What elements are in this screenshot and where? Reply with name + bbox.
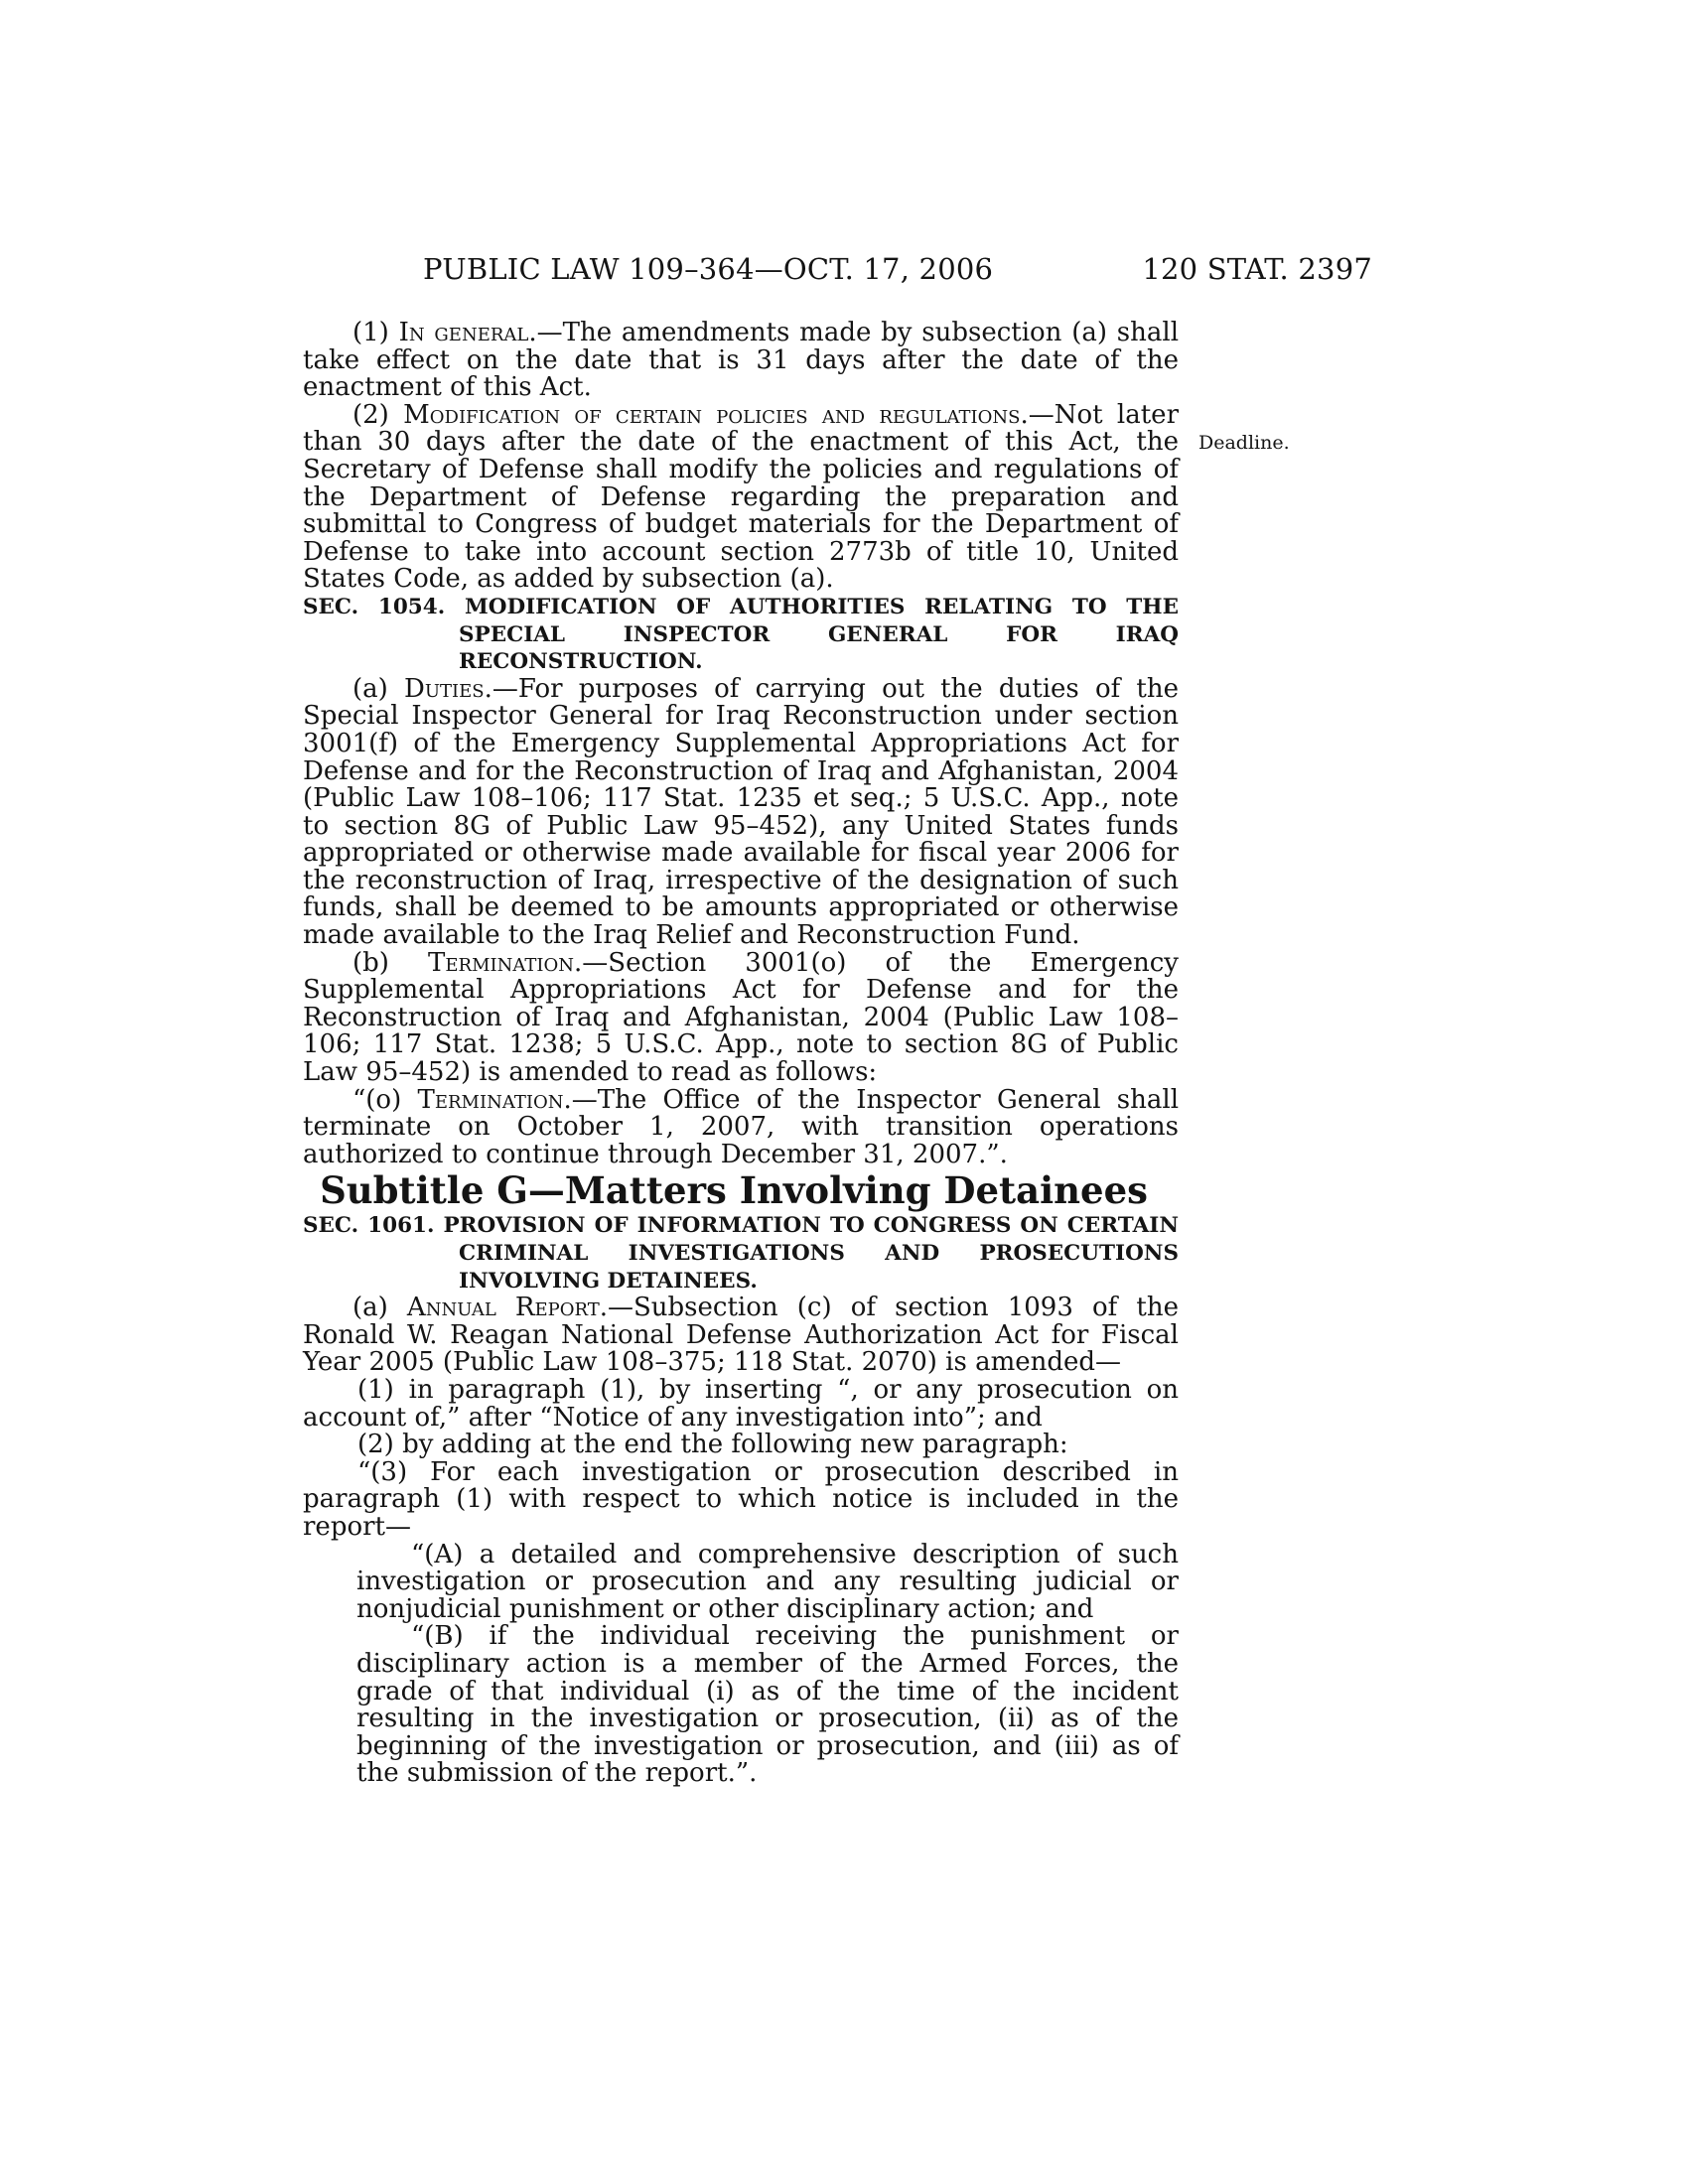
paragraph-label: (a) <box>352 1293 407 1323</box>
margin-note-deadline: Deadline. <box>1198 432 1290 454</box>
paragraph-label: (2) <box>352 399 404 430</box>
paragraph-label: “(o) <box>352 1084 418 1115</box>
paragraph-heading: Termination <box>428 947 574 978</box>
paragraph-in-general <box>303 320 1179 402</box>
list-item-2: (2) by adding at the end the following new paragraph: <box>357 1430 1068 1460</box>
paragraph-heading: Annual Report <box>406 1293 600 1323</box>
section-1054-heading: SEC. 1054. MODIFICATION OF AUTHORITIES RELATING TO THE SPECIAL INSPECTOR GENERAL FOR IRAQ RECONSTRUCTION. <box>303 594 1179 675</box>
list-item-A: “(A) a detailed and comprehensive description of such investigation or prosecution and any resulting judicial or nonjudicial punishment or other disciplinary action; and <box>356 1539 1179 1624</box>
section-1054-a <box>303 673 1179 951</box>
paragraph-text: .—For purposes of carrying out the duties of the Special Inspector General for Iraq Reconstruction under section 3001(f) of the Emergency Supplemental Appropriations Act for Defense and for the Reconstruction of Iraq and Afghanistan, 2004 (Public Law 108–106; 117 Stat. 1235 et seq.; 5 U.S.C. App., note to section 8G of Public Law 95–452), any United States funds appropriated or otherwise made available for fiscal year 2006 for the reconstruction of Iraq, irrespective of the designation of such funds, shall be deemed to be amounts appropriated or otherwise made available to the Iraq Relief and Reconstruction Fund. <box>303 673 1179 951</box>
paragraph-text: .—Not later than 30 days after the date of the enactment of this Act, the Secretary of Defense shall modify the policies and regulations of the Department of Defense regarding the preparation and submittal to Congress of budget materials for the Department of Defense to take into account section 2773b of title 10, United States Code, as added by subsection (a). <box>303 399 1179 595</box>
section-1061-heading: SEC. 1061. PROVISION OF INFORMATION TO CONGRESS ON CERTAIN CRIMINAL INVESTIGATIONS AND PROSECUTIONS INVOLVING DETAINEES. <box>303 1213 1179 1294</box>
paragraph-text: .—The Office of the Inspector General shall terminate on October 1, 2007, with transition operations authorized to continue through December 31, 2007.”. <box>303 1084 1180 1169</box>
paragraph-modification <box>303 399 1179 595</box>
section-1054-b <box>303 947 1179 1088</box>
paragraph-label: (a) <box>352 673 404 704</box>
list-item-3: “(3) For each investigation or prosecution described in paragraph (1) with respect to which notice is included in the report— <box>303 1456 1179 1542</box>
paragraph-label: (1) <box>352 318 399 347</box>
body-text <box>303 320 1179 1788</box>
paragraph-text: .—The amendments made by subsection (a) shall take effect on the date that is 31 days after the date of the enactment of this Act. <box>303 318 1180 403</box>
section-1061-a <box>303 1295 1179 1377</box>
paragraph-label: (b) <box>352 947 429 978</box>
running-header <box>423 252 1372 292</box>
paragraph-heading: Termination <box>417 1084 564 1115</box>
header-public-law: PUBLIC LAW 109–364—OCT. 17, 2006 <box>423 252 994 286</box>
list-item-1: (1) in paragraph (1), by inserting “, or any prosecution on account of,” after “Notice of any investigation into”; and <box>303 1374 1179 1433</box>
paragraph-text: .—Section 3001(o) of the Emergency Supplemental Appropriations Act for Defense and for the Reconstruction of Iraq and Afghanistan, 2004 (Public Law 108–106; 117 Stat. 1238; 5 U.S.C. App., note to section 8G of Public Law 95–452) is amended to read as follows: <box>303 947 1179 1088</box>
list-item-B: “(B) if the individual receiving the punishment or disciplinary action is a member of the Armed Forces, the grade of that individual (i) as of the time of the incident resulting in the investigation or prosecution, (ii) as of the beginning of the investigation or prosecution, and (iii) as of the submission of the report.”. <box>356 1621 1179 1789</box>
header-statute-page: 120 STAT. 2397 <box>1142 252 1372 286</box>
paragraph-heading: Duties <box>403 673 485 704</box>
paragraph-text: .—Subsection (c) of section 1093 of the Ronald W. Reagan National Defense Authorization Act for Fiscal Year 2005 (Public Law 108–375; 118 Stat. 2070) is amended— <box>303 1293 1179 1378</box>
paragraph-heading: Modification of certain policies and regulations <box>403 399 1021 430</box>
subtitle-heading: Subtitle G—Matters Involving Detainees <box>320 1168 1148 1213</box>
paragraph-heading: In general <box>398 318 529 347</box>
section-1054-quote-o <box>303 1084 1180 1169</box>
